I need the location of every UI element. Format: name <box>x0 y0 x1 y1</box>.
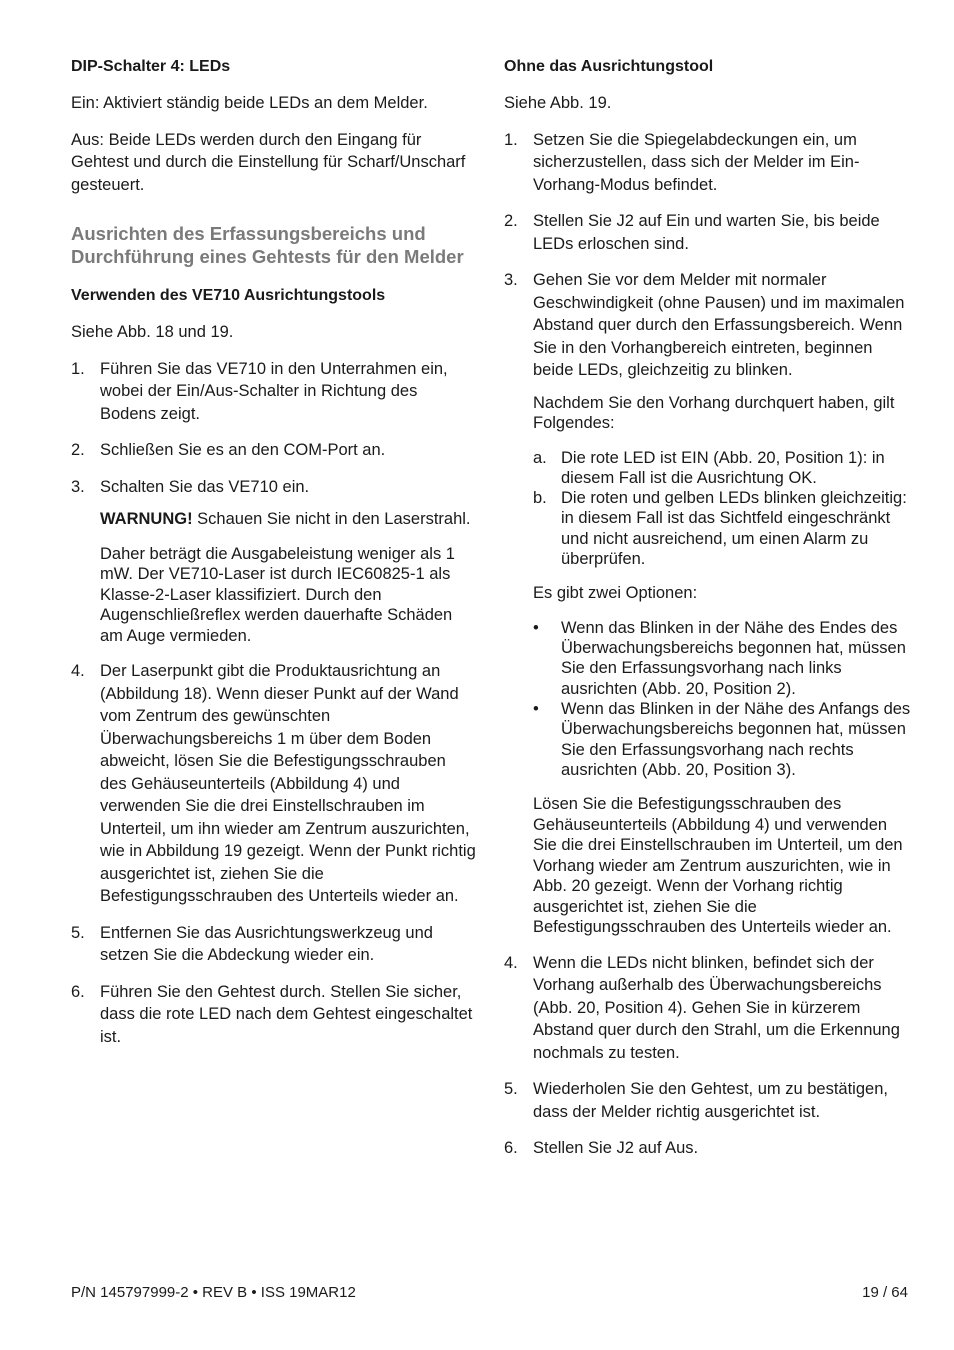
list-item <box>504 1078 912 1123</box>
step-number: 4. <box>504 953 518 972</box>
step-text: Stellen Sie J2 auf Ein und warten Sie, bis beide LEDs erloschen sind. <box>533 212 880 253</box>
warning-label: WARNUNG! <box>100 510 193 528</box>
right-column <box>504 56 912 1174</box>
list-item <box>533 488 912 569</box>
step-number: 5. <box>71 923 85 942</box>
step-number: 1. <box>504 130 518 149</box>
step-content <box>533 269 912 938</box>
step-number: 1. <box>71 359 85 378</box>
step-number: 4. <box>71 662 85 680</box>
dip-off-text: Aus: Beide LEDs werden durch den Eingang für Gehtest und durch die Einstellung für Scharf/Unscharf gesteuert. <box>71 130 466 194</box>
step-number: 2. <box>71 441 85 459</box>
step-number: 6. <box>71 982 85 1001</box>
tool-heading: Verwenden des VE710 Ausrichtungstools <box>71 287 386 304</box>
list-item <box>71 439 476 462</box>
list-item <box>71 660 476 908</box>
options-intro: Es gibt zwei Optionen: <box>533 584 698 603</box>
options-list <box>533 618 912 780</box>
bullet-icon: • <box>533 699 539 718</box>
list-item <box>504 952 912 1065</box>
no-tool-heading: Ohne das Ausrichtungstool <box>504 58 714 75</box>
dip-switch-heading: DIP-Schalter 4: LEDs <box>71 58 231 75</box>
step-text: Schalten Sie das VE710 ein. <box>100 477 310 496</box>
list-item <box>533 618 912 699</box>
list-item <box>504 1137 912 1160</box>
list-item <box>71 358 476 426</box>
step-text: Wenn die LEDs nicht blinken, befindet sich der Vorhang außerhalb des Überwachungsbereichs (Abb. 20, Position 4). Gehen Sie in kürzerem Abstand quer durch den Strahl, um die Erkennung nochmals zu testen. <box>533 953 900 1062</box>
list-item <box>71 476 476 647</box>
list-item <box>71 981 476 1049</box>
warning-note <box>100 509 476 530</box>
step-number: 3. <box>71 477 85 496</box>
page-number: 19 / 64 <box>862 1284 908 1301</box>
step-text: Führen Sie den Gehtest durch. Stellen Sie sicher, dass die rote LED nach dem Gehtest eingeschaltet ist. <box>100 982 473 1046</box>
list-item <box>504 269 912 938</box>
step-text: Der Laserpunkt gibt die Produktausrichtung an (Abbildung 18). Wenn dieser Punkt auf der Wand vom Zentrum des gewünschten Überwachungsbereichs 1 m über dem Boden abweicht, lösen Sie die Befestigungsschrauben des Gehäuseunterteils (Abbildung 4) und verwenden Sie die drei Einstellschrauben im Unterteil, um ihn wieder am Zentrum auszurichten, wie in Abbildung 19 gezeigt. Wenn der Punkt richtig ausgerichtet ist, ziehen Sie die Befestigungsschrauben des Unterteils wieder an. <box>100 662 476 905</box>
left-column <box>71 56 476 1062</box>
list-item <box>504 210 912 255</box>
see-figure-text: Siehe Abb. 19. <box>504 94 612 112</box>
step-text: Führen Sie das VE710 in den Unterrahmen ein, wobei der Ein/Aus-Schalter in Richtung des Bodens zeigt. <box>100 359 448 423</box>
case-letter: a. <box>533 448 547 467</box>
step-number: 5. <box>504 1080 518 1099</box>
after-crossing-text: Nachdem Sie den Vorhang durchquert haben, gilt Folgendes: <box>533 393 895 432</box>
case-text: Die roten und gelben LEDs blinken gleichzeitig: in diesem Fall ist das Sichtfeld eingeschränkt und nicht ausreichend, um einen Alarm zu überprüfen. <box>561 489 907 568</box>
step-number: 3. <box>504 271 518 289</box>
dip-on-text: Ein: Aktiviert ständig beide LEDs an dem Melder. <box>71 94 428 112</box>
step-text: Wiederholen Sie den Gehtest, um zu bestätigen, dass der Melder richtig ausgerichtet ist. <box>533 1080 888 1121</box>
step-text: Stellen Sie J2 auf Aus. <box>533 1139 699 1158</box>
list-item <box>504 129 912 197</box>
list-item <box>71 922 476 967</box>
step-text: Entfernen Sie das Ausrichtungswerkzeug und setzen Sie die Abdeckung wieder ein. <box>100 923 433 964</box>
step-number: 2. <box>504 212 518 230</box>
step-text: Gehen Sie vor dem Melder mit normaler Geschwindigkeit (ohne Pausen) und im maximalen Abstand quer durch den Erfassungsbereich. Wenn Sie in den Vorhangbereich eintreten, beginnen beide LEDs, gleichzeitig zu blinken. <box>533 271 905 379</box>
step-text: Schließen Sie es an den COM-Port an. <box>100 441 386 459</box>
footer-part-number: P/N 145797999-2 • REV B • ISS 19MAR12 <box>71 1284 356 1301</box>
section-title: Ausrichten des Erfassungsbereichs und Durchführung eines Gehtests für den Melder <box>71 223 464 267</box>
step-content <box>100 476 476 647</box>
option-text: Wenn das Blinken in der Nähe des Anfangs des Überwachungsbereichs begonnen hat, müssen Sie den Erfassungsvorhang nach rechts ausrichten (Abb. 20, Position 3). <box>561 699 911 779</box>
option-text: Wenn das Blinken in der Nähe des Endes des Überwachungsbereichs begonnen hat, müssen Sie den Erfassungsvorhang nach links ausrichten (Abb. 20, Position 2). <box>561 618 906 698</box>
warning-text: Schauen Sie nicht in den Laserstrahl. <box>192 510 471 528</box>
see-figures-text: Siehe Abb. 18 und 19. <box>71 323 234 341</box>
realign-text: Lösen Sie die Befestigungsschrauben des Gehäuseunterteils (Abbildung 4) und verwenden Sie die drei Einstellschrauben im Unterteil, um den Vorhang wieder am Zentrum auszurichten, wie in Abb. 20 gezeigt. Wenn der Vorhang richtig ausgerichtet ist, ziehen Sie die Befestigungsschrauben des Unterteils wieder an. <box>533 795 903 937</box>
laser-safety-text: Daher beträgt die Ausgabeleistung weniger als 1 mW. Der VE710-Laser ist durch IEC60825-1 als Klasse-2-Laser klassifiziert. Durch den Augenschließreflex werden dauerhafte Schäden am Auge vermieden. <box>100 544 455 645</box>
list-item <box>533 448 912 489</box>
step-number: 6. <box>504 1139 518 1158</box>
step-text: Setzen Sie die Spiegelabdeckungen ein, um sicherzustellen, dass sich der Melder im Ein-Vorhang-Modus befindet. <box>533 130 860 194</box>
list-item <box>533 699 912 780</box>
bullet-icon: • <box>533 618 539 637</box>
case-letter: b. <box>533 489 547 508</box>
case-text: Die rote LED ist EIN (Abb. 20, Position 1): in diesem Fall ist die Ausrichtung OK. <box>561 448 885 487</box>
cases-list <box>533 448 912 570</box>
